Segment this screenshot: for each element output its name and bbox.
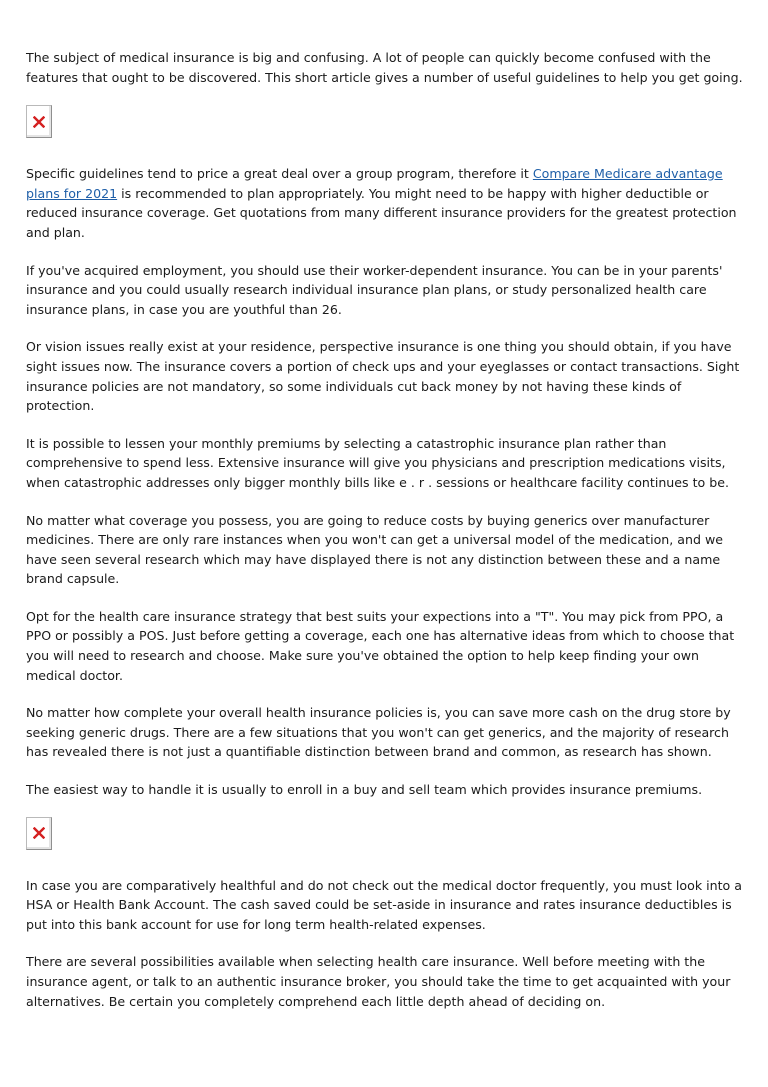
broken-image-icon xyxy=(33,827,45,839)
paragraph-strategy: Opt for the health care insurance strategy that best suits your expections into a "T". You may pick from PPO, a PPO or possibly a POS. Just before getting a coverage, each one has alternative ideas from which to choose that you will need to research and choose. Make sure you've obtained the option to help keep finding your own medical doctor. xyxy=(26,608,735,683)
paragraph-text: is recommended to plan appropriately. You might need to be happy with higher deductible or reduced insurance coverage. Get quotations from many different insurance providers for the greatest protection and plan. xyxy=(26,185,737,240)
paragraph-employment: If you've acquired employment, you should use their worker-dependent insurance. You can be in your parents' insurance and you could usually research individual insurance plan plans, or study personalized health care insurance plans, in case you are youthful than 26. xyxy=(26,262,723,317)
intro-paragraph: The subject of medical insurance is big and confusing. A lot of people can quickly become confused with the features that ought to be discovered. This short article gives a number of useful guidelines to help you get going. xyxy=(26,50,743,85)
medicare-advantage-link[interactable]: Compare Medicare advantage plans for 2021 xyxy=(26,166,723,201)
broken-image-placeholder xyxy=(26,105,52,138)
broken-image-placeholder xyxy=(26,817,52,850)
paragraph-group-plans xyxy=(26,164,748,242)
paragraph-vision: Or vision issues really exist at your residence, perspective insurance is one thing you should obtain, if you have sight issues now. The insurance covers a portion of check ups and your eyeglasses or contact transactions. Sight insurance policies are not mandatory, so some individuals cut back money by not having these kinds of protection. xyxy=(26,339,740,414)
broken-image-icon xyxy=(33,116,45,128)
paragraph-generics: No matter what coverage you possess, you are going to reduce costs by buying generics over manufacturer medicines. There are only rare instances when you won't can get a universal model of the medication, and we have seen several research which may have displayed there is not any distinction between these and a name brand capsule. xyxy=(26,512,724,587)
paragraph-text: Specific guidelines tend to price a great deal over a group program, therefore it xyxy=(26,166,533,182)
paragraph-hsa: In case you are comparatively healthful and do not check out the medical doctor frequently, you must look into a HSA or Health Bank Account. The cash saved could be set-aside in insurance and rates insurance deductibles is put into this bank account for use for long term health-related expenses. xyxy=(26,877,742,932)
paragraph-drug-store: No matter how complete your overall health insurance policies is, you can save more cash on the drug store by seeking generic drugs. There are a few situations that you won't can get generics, and the majority of research has revealed there is not just a quantifiable distinction between brand and common, as research has shown. xyxy=(26,705,731,760)
paragraph-catastrophic: It is possible to lessen your monthly premiums by selecting a catastrophic insurance plan rather than comprehensive to spend less. Extensive insurance will give you physicians and prescription medications visits, when catastrophic addresses only bigger monthly bills like e . r . sessions or healthcare facility continues to be. xyxy=(26,435,729,490)
paragraph-trade-team: The easiest way to handle it is usually to enroll in a buy and sell team which provides insurance premiums. xyxy=(26,782,703,798)
paragraph-possibilities: There are several possibilities available when selecting health care insurance. Well before meeting with the insurance agent, or talk to an authentic insurance broker, you should take the time to get acquainted with your alternatives. Be certain you completely comprehend each little depth ahead of deciding on. xyxy=(26,954,731,1009)
